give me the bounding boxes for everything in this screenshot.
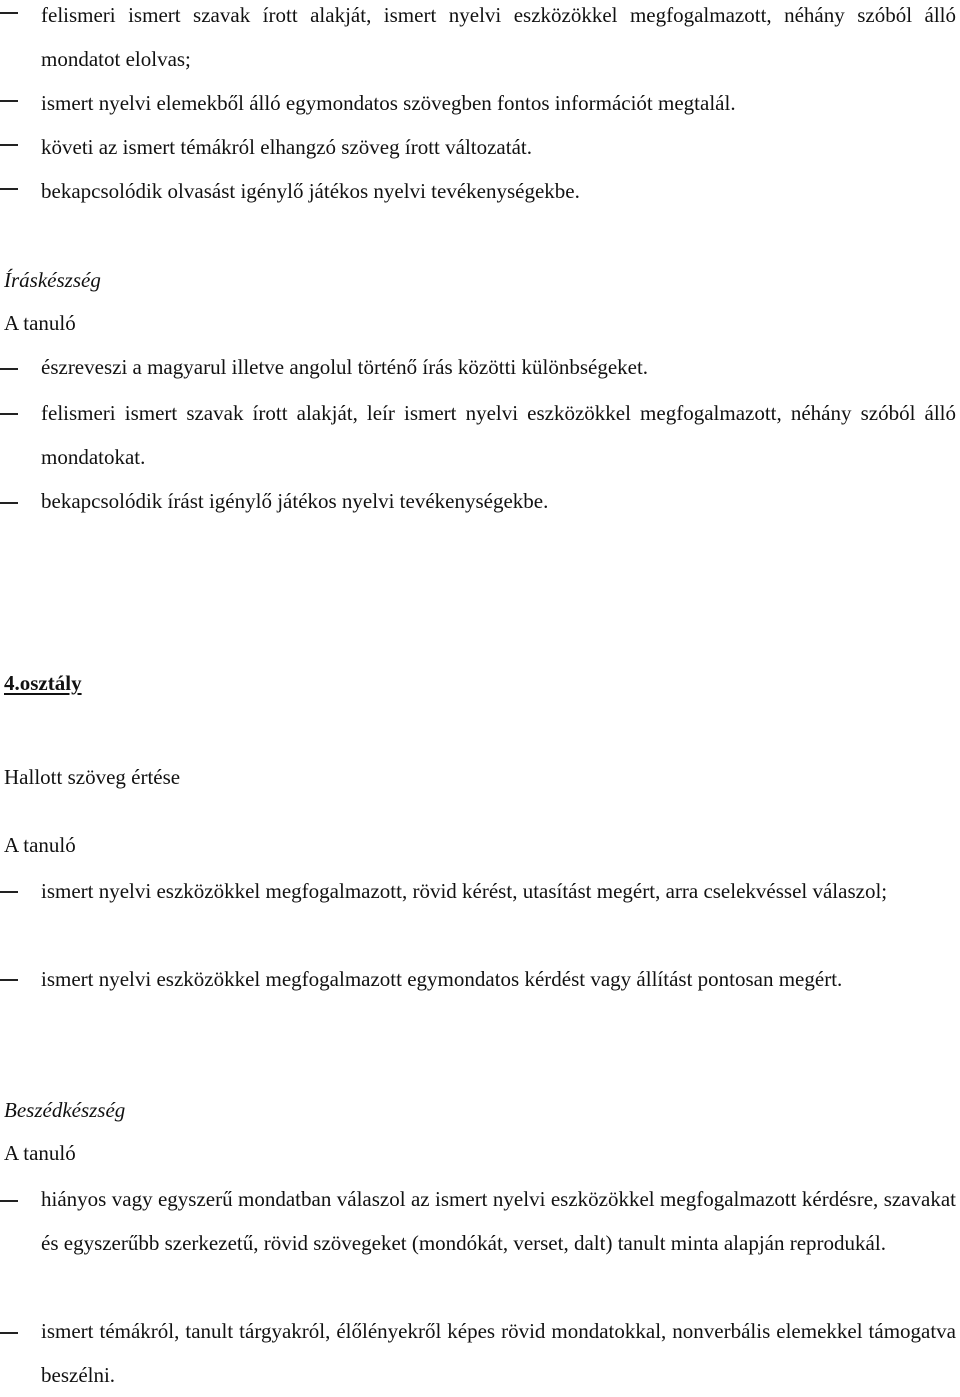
list-item-text: felismeri ismert szavak írott alakját, leír ismert nyelvi eszközökkel megfogalmazott, néhány szóból álló mondatokat.	[41, 401, 956, 469]
subject-label: A tanuló	[4, 311, 76, 335]
dash-bullet-icon	[0, 100, 18, 102]
list-item-text: ismert nyelvi elemekből álló egymondatos szövegben fontos információt megtalál.	[41, 91, 736, 115]
section-heading-listening: Hallott szöveg értése	[4, 765, 181, 789]
dash-bullet-icon	[0, 144, 18, 146]
list-item-text: ismert nyelvi eszközökkel megfogalmazott, rövid kérést, utasítást megért, arra cselekvéssel válaszol;	[41, 879, 888, 903]
dash-bullet-icon	[0, 368, 18, 370]
list-item-text: felismeri ismert szavak írott alakját, ismert nyelvi eszközökkel megfogalmazott, néhány szóból álló mondatot elolvas;	[41, 3, 956, 71]
dash-bullet-icon	[0, 188, 18, 190]
list-item-text: követi az ismert témákról elhangzó szöveg írott változatát.	[41, 135, 532, 159]
section-heading-writing: Íráskészség	[4, 268, 101, 292]
subject-label: A tanuló	[4, 1141, 76, 1165]
dash-bullet-icon	[0, 413, 18, 415]
section-heading-speaking: Beszédkészség	[4, 1098, 126, 1122]
section-title-grade4: 4.osztály	[4, 671, 82, 695]
dash-bullet-icon	[0, 502, 18, 504]
dash-bullet-icon	[0, 12, 18, 14]
dash-bullet-icon	[0, 1332, 18, 1334]
list-item-text: bekapcsolódik olvasást igénylő játékos nyelvi tevékenységekbe.	[41, 179, 580, 203]
dash-bullet-icon	[0, 1200, 18, 1202]
subject-label: A tanuló	[4, 833, 76, 857]
list-item-text: észreveszi a magyarul illetve angolul történő írás közötti különbségeket.	[41, 355, 649, 379]
dash-bullet-icon	[0, 979, 18, 981]
list-item-text: ismert nyelvi eszközökkel megfogalmazott egymondatos kérdést vagy állítást pontosan megért.	[41, 967, 843, 991]
list-item-text: bekapcsolódik írást igénylő játékos nyelvi tevékenységekbe.	[41, 489, 549, 513]
list-item-text: ismert témákról, tanult tárgyakról, élőlényekről képes rövid mondatokkal, nonverbális elemekkel támogatva beszélni.	[41, 1319, 956, 1387]
list-item-text: hiányos vagy egyszerű mondatban válaszol az ismert nyelvi eszközökkel megfogalmazott kérdésre, szavakat és egyszerűbb szerkezetű, rövid szövegeket (mondókát, verset, dalt) tanult minta alapján reprodukál.	[41, 1187, 956, 1255]
dash-bullet-icon	[0, 891, 18, 893]
